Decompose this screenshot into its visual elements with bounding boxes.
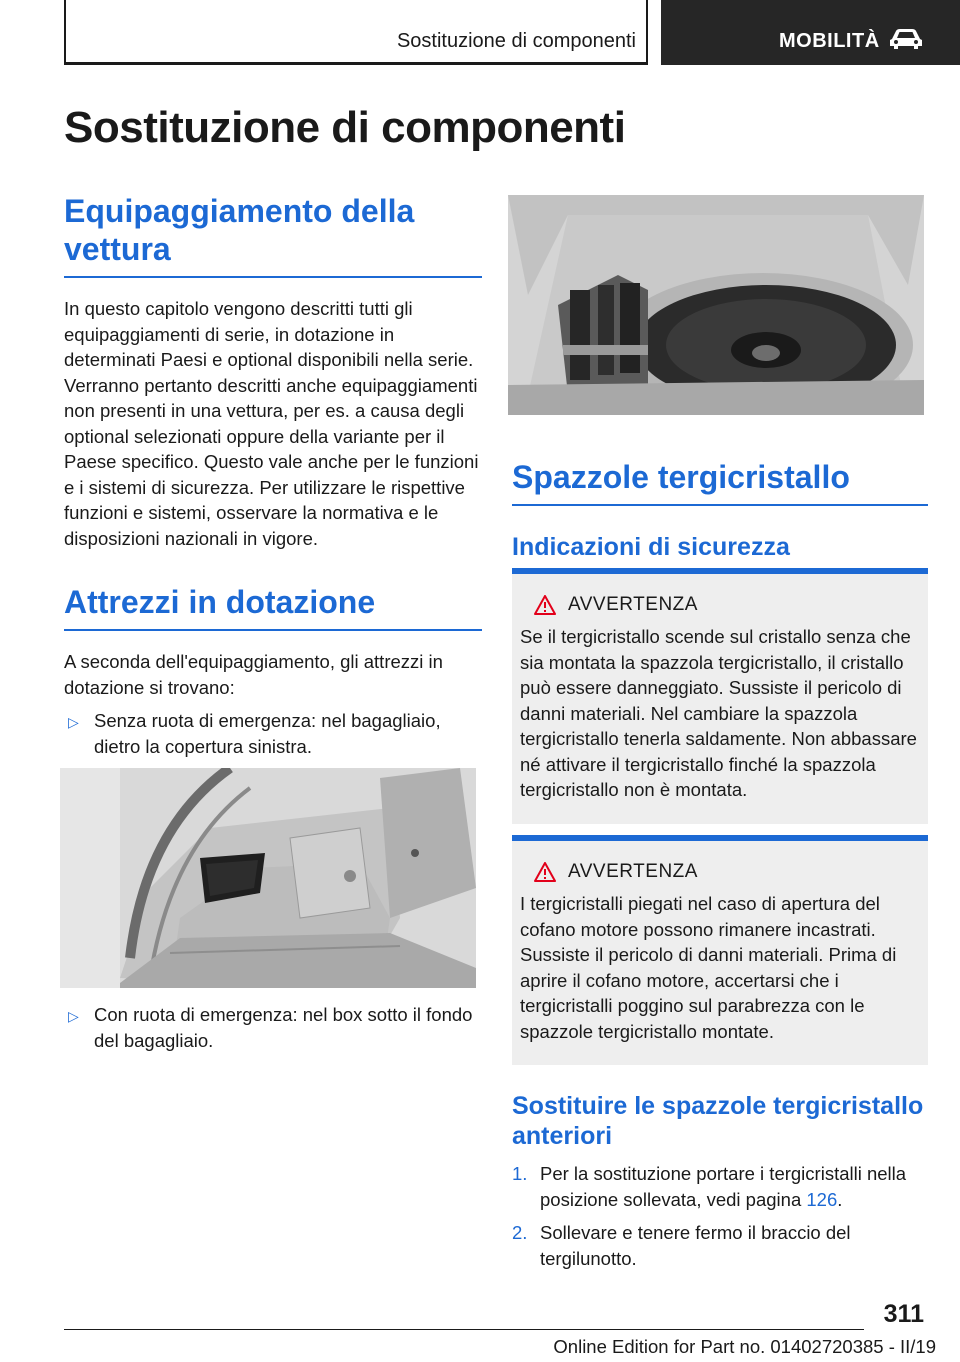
page-number: 311 bbox=[883, 1300, 924, 1328]
section-front-wipers bbox=[512, 1091, 928, 1279]
bullet-text: Senza ruota di emergenza: nel bagagliaio, dietro la copertura sinistra. bbox=[94, 710, 441, 757]
heading-rule bbox=[64, 629, 482, 631]
page-title: Sostituzione di componenti bbox=[64, 103, 626, 152]
warning-box-2 bbox=[512, 835, 928, 1065]
header-section-tab[interactable] bbox=[661, 0, 960, 65]
tools-list-2 bbox=[64, 1002, 482, 1053]
tools-intro: A seconda dell'equipaggiamento, gli attrezzi in dotazione si trovano: bbox=[64, 651, 443, 698]
warning-label: AVVERTENZA bbox=[568, 861, 698, 882]
bullet-text: Con ruota di emergenza: nel box sotto il fondo del bagagliaio. bbox=[94, 1004, 473, 1051]
steps-list bbox=[512, 1161, 928, 1271]
step-number: 2. bbox=[512, 1222, 528, 1243]
heading-rule bbox=[512, 504, 928, 506]
header-divider-right bbox=[646, 0, 648, 64]
step-text bbox=[540, 1161, 928, 1212]
triangle-bullet-icon: ▷ bbox=[68, 1008, 79, 1024]
spare-wheel-well-image bbox=[508, 195, 924, 415]
header-divider-left bbox=[64, 0, 66, 64]
warning-triangle-icon bbox=[534, 595, 556, 615]
warning-text: I tergicristalli piegati nel caso di apertura del cofano motore possono rimanere incastrati. Sussiste il pericolo di danni materiali. Prima di aprire il cofano motore, accertarsi che i tergicristalli poggino sul parabrezza con le spazzole tergicristallo montate. bbox=[520, 893, 897, 1042]
header-rule bbox=[64, 62, 648, 65]
warning-header bbox=[520, 594, 920, 616]
page-link[interactable]: 126 bbox=[806, 1188, 838, 1210]
warning-triangle-icon bbox=[534, 862, 556, 882]
section-equipaggiamento bbox=[64, 192, 482, 551]
step-text-end: . bbox=[837, 1188, 843, 1210]
warning-box-1 bbox=[512, 568, 928, 824]
section-attrezzi bbox=[64, 583, 482, 759]
step-text: Sollevare e tenere fermo il braccio del tergilunotto. bbox=[540, 1222, 851, 1269]
footer-edition: Online Edition for Part no. 01402720385 - II/19 bbox=[553, 1336, 936, 1357]
equip-body: In questo capitolo vengono descritti tutti gli equipaggiamenti di serie, in dotazione in determinati Paesi e optional disponibili nella serie. Verranno pertanto descritti anche equipaggiamenti non presenti in una vettura, per es. a causa degli optional selezionati oppure della variante per il Paese specifico. Questo vale anche per le funzioni e i sistemi di sicurezza. Per utilizzare le rispettive funzioni e sistemi, osservare la normativa e le disposizioni nazionali in vigore. bbox=[64, 298, 479, 549]
footer-rule bbox=[64, 1329, 864, 1330]
header-section-label: MOBILITÀ bbox=[779, 30, 880, 52]
header-chapter: Sostituzione di componenti bbox=[396, 30, 636, 52]
warning-header bbox=[520, 861, 920, 883]
heading-front-wipers: Sostituire le spazzole tergicristallo anteriori bbox=[512, 1092, 924, 1150]
heading-equipaggiamento: Equipaggiamento della vettura bbox=[64, 193, 415, 267]
warning-text: Se il tergicristallo scende sul cristallo senza che sia montata la spazzola tergicristallo, il cristallo può essere danneggiato. Sussiste il pericolo di danni materiali. Nel cambiare la spazzola tergicristallo tenerla saldamente. Non abbassare né attivare il tergicristallo finché la spazzola tergicristallo non è montata. bbox=[520, 626, 917, 800]
trunk-side-cover-image bbox=[60, 768, 476, 988]
warning-label: AVVERTENZA bbox=[568, 594, 698, 615]
section-spazzole bbox=[512, 458, 928, 562]
heading-rule bbox=[64, 276, 482, 278]
list-item bbox=[512, 1161, 928, 1212]
list-item bbox=[512, 1220, 928, 1271]
heading-sicurezza: Indicazioni di sicurezza bbox=[512, 533, 790, 561]
heading-spazzole: Spazzole tergicristallo bbox=[512, 459, 850, 495]
list-item bbox=[64, 708, 482, 759]
car-icon bbox=[888, 28, 924, 50]
heading-attrezzi: Attrezzi in dotazione bbox=[64, 584, 376, 620]
list-item bbox=[64, 1002, 482, 1053]
step-number: 1. bbox=[512, 1163, 528, 1184]
step-text-main: Per la sostituzione portare i tergicristalli nella posizione sollevata, vedi pagina bbox=[540, 1163, 907, 1210]
triangle-bullet-icon: ▷ bbox=[68, 714, 79, 730]
